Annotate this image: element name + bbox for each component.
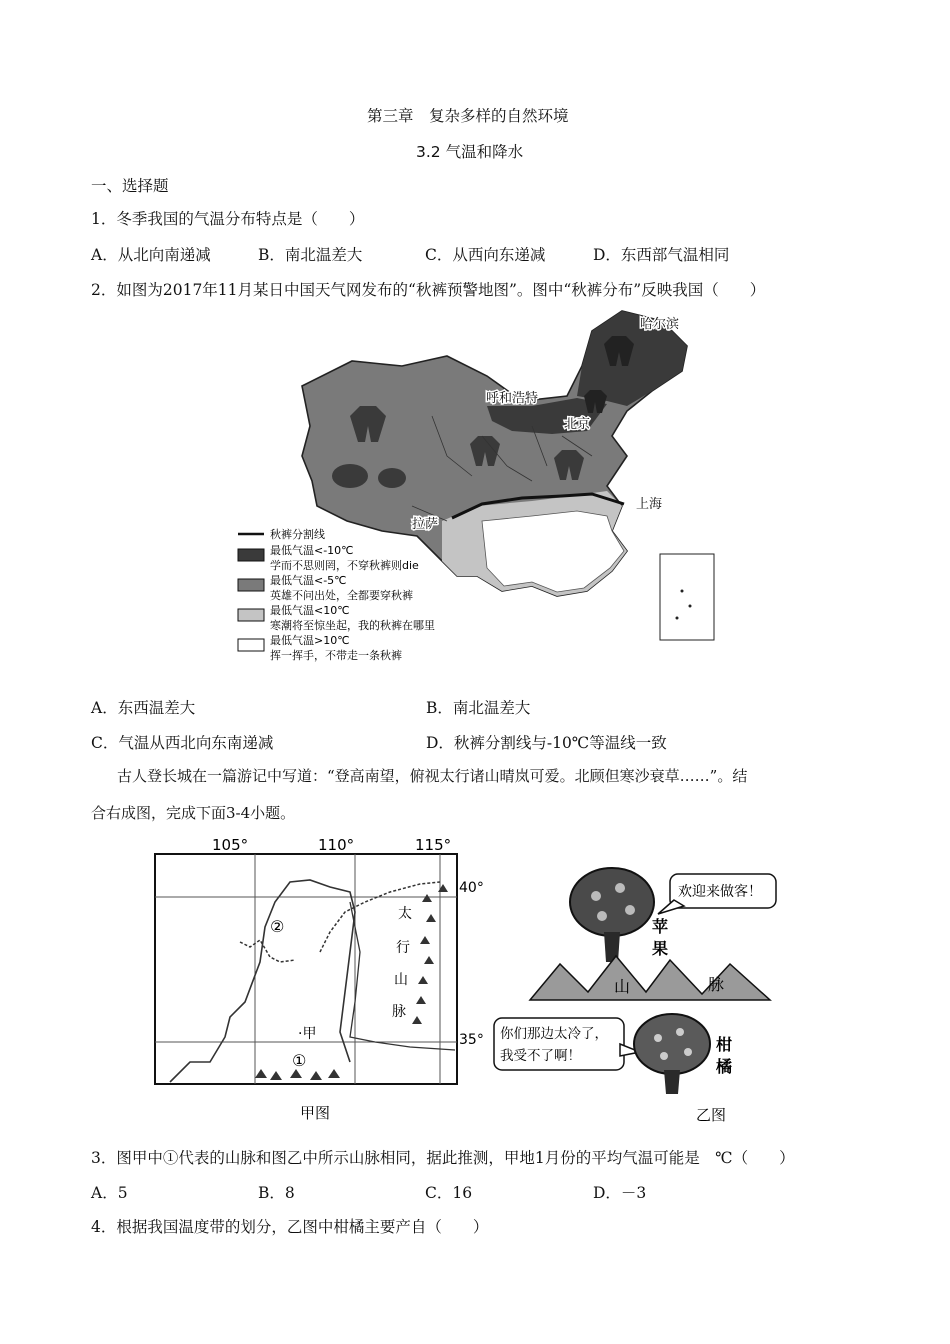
figure-b-caption: 乙图: [696, 1106, 727, 1124]
lon-110: 110°: [318, 836, 355, 854]
legend-line-label: 秋裤分割线: [270, 528, 325, 541]
passage-line-2: 合右成图，完成下面3-4小题。: [91, 804, 296, 822]
south-china-sea-inset: [660, 554, 714, 640]
bubble-bottom-line-1: 你们那边太冷了，: [500, 1026, 608, 1042]
mountain-range: [530, 956, 770, 1000]
marker-jia: ·甲: [298, 1026, 317, 1042]
legend-white-label: 最低气温>10℃: [270, 634, 350, 647]
city-hohhot: 呼和浩特: [486, 391, 539, 406]
legend-white-note: 挥一挥手，不带走一条秋裤: [270, 649, 402, 662]
city-lhasa: 拉萨: [412, 517, 439, 532]
chapter-title: 第三章 复杂多样的自然环境: [367, 107, 569, 125]
legend-mid-note: 英雄不问出处，全都要穿秋裤: [270, 589, 413, 602]
taihang-label-3: 山: [394, 972, 408, 988]
city-beijing: 北京: [564, 417, 591, 432]
lon-105: 105°: [212, 836, 249, 854]
mountain-label-1: 山: [614, 977, 631, 996]
question-3-stem: 3．图甲中①代表的山脉和图乙中所示山脉相同，据此推测，甲地1月份的平均气温可能是 ℃（ ）: [91, 1149, 795, 1167]
q3-option-b[interactable]: B．8: [258, 1184, 295, 1202]
q2-option-d[interactable]: D．秋裤分割线与-10℃等温线一致: [426, 734, 667, 752]
question-1-stem: 1．冬季我国的气温分布特点是（ ）: [91, 210, 365, 228]
q1-option-b[interactable]: B．南北温差大: [258, 246, 363, 264]
city-harbin: 哈尔滨: [640, 317, 680, 332]
legend-light-label: 最低气温<10℃: [270, 604, 350, 617]
apple-label-2: 果: [652, 939, 669, 958]
q1-option-c[interactable]: C．从西向东递减: [425, 246, 546, 264]
taihang-label-4: 脉: [392, 1004, 406, 1020]
figure-a-map: [150, 832, 490, 1128]
marker-1: ①: [292, 1051, 307, 1070]
figure-b-cartoon: [490, 852, 790, 1128]
legend-dark-label: 最低气温<-10℃: [270, 544, 354, 557]
q3-option-a[interactable]: A．5: [91, 1184, 128, 1202]
legend-mid-label: 最低气温<-5℃: [270, 574, 347, 587]
bubble-top-text: 欢迎来做客！: [678, 884, 762, 900]
orange-label-2: 橘: [716, 1057, 733, 1076]
autumn-pants-warning-map: [232, 306, 720, 672]
lat-35: 35°: [459, 1032, 484, 1048]
lat-40: 40°: [459, 880, 484, 896]
q2-option-a[interactable]: A．东西温差大: [91, 699, 196, 717]
q1-option-d[interactable]: D．东西部气温相同: [593, 246, 730, 264]
legend-dark-note: 学而不思则罔，不穿秋裤则die: [270, 559, 419, 572]
mountain-label-2: 脉: [708, 975, 725, 994]
q2-option-b[interactable]: B．南北温差大: [426, 699, 531, 717]
q2-option-c[interactable]: C．气温从西北向东南递减: [91, 734, 274, 752]
part-heading: 一、选择题: [91, 177, 169, 195]
taihang-label-1: 太: [398, 906, 412, 922]
q3-option-c[interactable]: C．16: [425, 1184, 473, 1202]
orange-label-1: 柑: [716, 1035, 733, 1054]
section-title: 3.2 气温和降水: [416, 143, 524, 161]
apple-label-1: 苹: [652, 917, 669, 936]
city-shanghai: 上海: [636, 497, 663, 512]
q1-option-a[interactable]: A．从北向南递减: [91, 246, 211, 264]
figure-a-caption: 甲图: [300, 1104, 331, 1122]
legend-light-note: 寒潮将至惊坐起，我的秋裤在哪里: [270, 619, 435, 632]
bubble-bottom-line-2: 我受不了啊！: [500, 1048, 581, 1064]
marker-2: ②: [270, 917, 285, 936]
question-2-stem: 2．如图为2017年11月某日中国天气网发布的“秋裤预警地图”。图中“秋裤分布”反映我国（ ）: [91, 281, 766, 299]
passage-line-1: 古人登长城在一篇游记中写道：“登高南望，俯视太行诸山晴岚可爱。北顾但寒沙衰草……”。结: [117, 767, 748, 785]
taihang-label-2: 行: [396, 940, 410, 956]
question-4-stem: 4．根据我国温度带的划分，乙图中柑橘主要产自（ ）: [91, 1218, 489, 1236]
lon-115: 115°: [415, 836, 452, 854]
q3-option-d[interactable]: D．－3: [593, 1184, 647, 1202]
